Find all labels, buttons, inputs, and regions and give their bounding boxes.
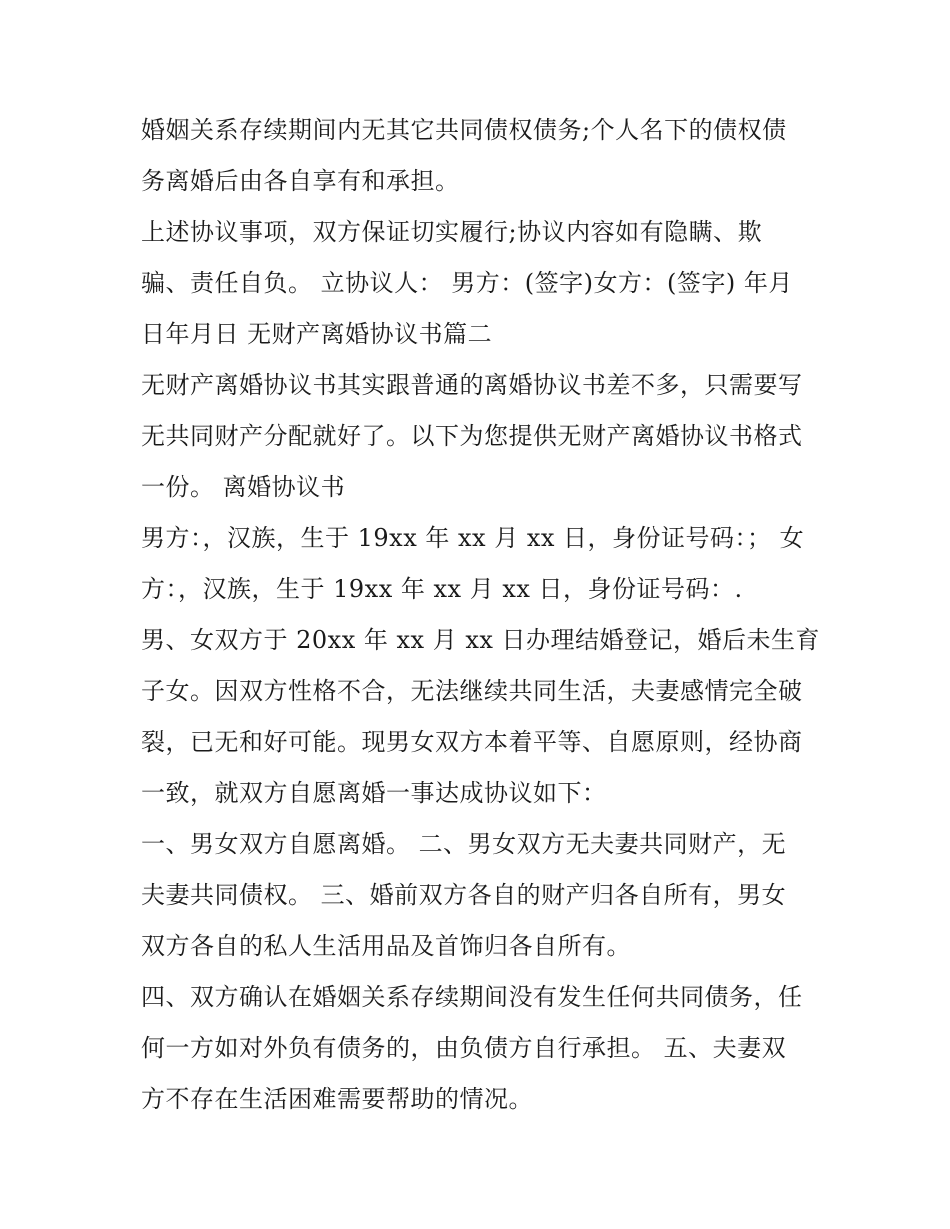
text-line: 子女。因双方性格不合，无法继续共同生活，夫妻感情完全破 [141, 677, 803, 705]
text-line: 上述协议事项，双方保证切实履行;协议内容如有隐瞒、欺 [141, 218, 763, 246]
text-line: 无共同财产分配就好了。以下为您提供无财产离婚协议书格式 [141, 422, 803, 450]
text-line: 一致，就双方自愿离婚一事达成协议如下： [141, 779, 607, 807]
text-line: 四、双方确认在婚姻关系存续期间没有发生任何共同债务，任 [141, 983, 803, 1011]
text-line: 男、女双方于 20xx 年 xx 月 xx 日办理结婚登记，婚后未生育 [141, 626, 821, 654]
text-line: 何一方如对外负有债务的，由负债方自行承担。 五、夫妻双 [141, 1034, 787, 1062]
text-line: 双方各自的私人生活用品及首饰归各自所有。 [141, 932, 631, 960]
text-line: 方：，汉族，生于 19xx 年 xx 月 xx 日，身份证号码：. [141, 575, 743, 603]
text-line: 日年月日 无财产离婚协议书篇二 [141, 320, 493, 348]
text-line: 骗、责任自负。 立协议人： 男方：(签字)女方：(签字) 年月 [141, 269, 793, 297]
text-line: 裂，已无和好可能。现男女双方本着平等、自愿原则，经协商 [141, 728, 803, 756]
text-line: 男方：，汉族，生于 19xx 年 xx 月 xx 日，身份证号码：； 女 [141, 524, 805, 552]
text-line: 务离婚后由各自享有和承担。 [141, 167, 460, 195]
text-line: 方不存在生活困难需要帮助的情况。 [141, 1085, 533, 1113]
text-line: 一份。 离婚协议书 [141, 473, 346, 501]
text-line: 夫妻共同债权。 三、婚前双方各自的财产归各自所有，男女 [141, 881, 787, 909]
text-line: 婚姻关系存续期间内无其它共同债权债务;个人名下的债权债 [141, 116, 787, 144]
text-line: 一、男女双方自愿离婚。 二、男女双方无夫妻共同财产，无 [141, 830, 787, 858]
text-line: 无财产离婚协议书其实跟普通的离婚协议书差不多，只需要写 [141, 371, 803, 399]
